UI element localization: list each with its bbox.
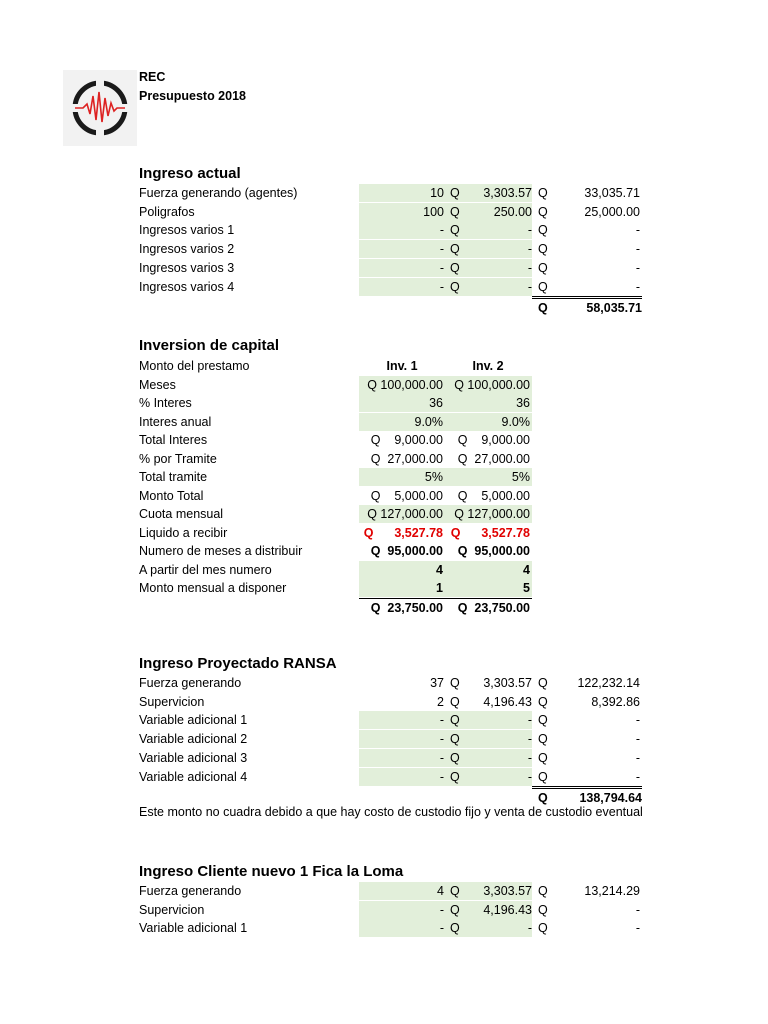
unit-price-cell: 4,196.43 [483,694,532,709]
unit-price-cell: - [464,730,532,748]
inv1-value: Q 3,527.78 [363,525,443,540]
quantity-cell: - [359,768,444,786]
unit-price-cell: - [464,221,532,239]
currency-cell: Q [538,186,548,200]
section-title-ingreso-actual: Ingreso actual [139,165,241,182]
table-row [0,221,768,239]
currency-cell: Q [538,694,548,709]
inv2-value: Q 95,000.00 [457,544,530,558]
row-label: Variable adicional 4 [139,769,248,784]
unit-price-cell: - [464,768,532,786]
table-row [0,431,768,449]
quantity-cell: - [359,221,444,239]
table-row [0,376,768,394]
total-cell: - [635,732,640,747]
currency-cell: Q [444,278,464,296]
row-label: Variable adicional 1 [139,713,248,728]
row-label: Fuerza generando (agentes) [139,186,298,200]
table-row [0,730,768,748]
table-row [0,203,768,221]
unit-price-cell: - [464,711,532,729]
table-row [0,240,768,258]
column-header-inv1: Inv. 1 [386,359,418,373]
inv1-value: Q 100,000.00 [359,376,445,394]
column-header-inv2: Inv. 2 [472,359,504,373]
table-row [0,468,768,486]
company-logo [63,70,137,146]
unit-price-cell: 250.00 [464,203,532,221]
unit-price-cell: 3,303.57 [464,882,532,900]
currency-cell: Q [444,711,464,729]
inv1-value: Q 23,750.00 [359,598,445,616]
total-cell: - [635,223,640,238]
inv1-value: Q 5,000.00 [370,488,443,503]
total-cell: - [635,902,640,917]
quantity-cell: 4 [359,882,444,900]
inv2-value: 5% [445,468,532,486]
table-row [0,693,768,711]
section-title-ransa: Ingreso Proyectado RANSA [139,655,337,672]
table-row [0,357,768,375]
quantity-cell: - [359,919,444,937]
quantity-cell: - [359,278,444,296]
page-title: Presupuesto 2018 [139,89,246,103]
currency-cell: Q [444,730,464,748]
total-cell: 13,214.29 [584,884,640,898]
inv2-value: Q 127,000.00 [445,505,532,523]
currency-cell: Q [444,749,464,767]
ransa-note: Este monto no cuadra debido a que hay costo de custodio fijo y venta de custodio eventual [139,805,643,819]
row-label: Total tramite [139,470,208,484]
inv1-value: 36 [359,394,445,412]
row-label: Liquido a recibir [139,525,228,540]
unit-price-cell: - [464,259,532,277]
currency-cell: Q [444,882,464,900]
row-label: Cuota mensual [139,507,224,521]
table-row [0,450,768,468]
row-label: A partir del mes numero [139,562,272,577]
row-label: Poligrafos [139,204,195,219]
currency-cell: Q [450,694,460,709]
unit-price-cell: - [464,919,532,937]
currency-cell: Q [538,769,548,784]
currency-cell: Q [450,676,460,690]
currency-cell: Q [538,204,548,219]
currency-cell: Q [444,221,464,239]
row-label: Ingresos varios 2 [139,242,235,257]
grand-total-value: 58,035.71 [552,296,642,317]
quantity-cell: - [359,730,444,748]
inv2-value: Q 5,000.00 [457,488,530,503]
total-cell: - [635,713,640,728]
row-label: Numero de meses a distribuir [139,544,303,558]
grand-total-currency: Q [532,786,552,804]
total-cell: 25,000.00 [584,204,640,219]
total-row [0,786,768,804]
table-row [0,749,768,767]
total-cell: - [635,242,640,257]
table-row [0,919,768,937]
inv2-value: Q 3,527.78 [450,525,530,540]
total-cell: 8,392.86 [591,694,640,709]
total-cell: - [635,921,640,935]
grand-total-currency: Q [532,296,552,314]
grand-total-value: 138,794.64 [552,786,642,807]
table-row [0,901,768,919]
quantity-cell: - [359,259,444,277]
row-label: Ingresos varios 3 [139,260,235,275]
section-title-cliente: Ingreso Cliente nuevo 1 Fica la Loma [139,863,404,880]
currency-cell: Q [538,884,548,898]
total-cell: - [635,279,640,294]
table-row [0,184,768,202]
total-cell: - [635,750,640,765]
inv1-value: Q 9,000.00 [370,433,443,447]
table-row [0,711,768,729]
table-row [0,674,768,692]
quantity-cell: 100 [359,203,444,221]
inv1-value: Q 127,000.00 [359,505,445,523]
quantity-cell: 2 [437,694,444,709]
row-label: Fuerza generando [139,676,242,690]
inv2-value: 36 [445,394,532,412]
inv1-value: Q 27,000.00 [370,451,443,466]
currency-cell: Q [538,921,548,935]
unit-price-cell: 3,303.57 [483,676,532,690]
row-label: Interes anual [139,414,212,429]
currency-cell: Q [538,732,548,747]
currency-cell: Q [444,259,464,277]
row-label: Variable adicional 2 [139,732,248,747]
currency-cell: Q [444,240,464,258]
currency-cell: Q [538,902,548,917]
total-cell: - [635,260,640,275]
currency-cell: Q [538,713,548,728]
currency-cell: Q [444,184,464,202]
row-label: Monto Total [139,488,204,503]
table-row [0,561,768,579]
table-row [0,598,768,616]
currency-cell: Q [538,223,548,238]
total-cell: 33,035.71 [584,186,640,200]
table-row [0,394,768,412]
inv2-value: Q 100,000.00 [445,376,532,394]
unit-price-cell: 3,303.57 [464,184,532,202]
table-row [0,487,768,505]
currency-cell: Q [444,919,464,937]
currency-cell: Q [444,901,464,919]
inv2-value: Q 23,750.00 [445,598,532,616]
row-label: Variable adicional 1 [139,921,248,935]
row-label: Monto del prestamo [139,359,250,373]
inv1-value: 4 [359,561,445,579]
unit-price-cell: - [464,278,532,296]
quantity-cell: - [359,749,444,767]
currency-cell: Q [538,676,548,690]
currency-cell: Q [444,768,464,786]
unit-price-cell: - [464,749,532,767]
row-label: Meses [139,377,176,392]
row-label: % Interes [139,396,192,410]
inv2-value: 9.0% [445,413,532,431]
inv1-value: Q 95,000.00 [370,544,443,558]
row-label: Supervicion [139,902,205,917]
table-row [0,768,768,786]
quantity-cell: 10 [359,184,444,202]
inv2-value: Q 27,000.00 [457,451,530,466]
row-label: Ingresos varios 4 [139,279,235,294]
row-label: Variable adicional 3 [139,750,248,765]
total-cell: - [635,769,640,784]
currency-cell: Q [538,750,548,765]
currency-cell: Q [538,242,548,257]
inv1-value: 5% [359,468,445,486]
table-row [0,259,768,277]
row-label: Monto mensual a disponer [139,581,287,595]
table-row [0,505,768,523]
currency-cell: Q [538,260,548,275]
table-row [0,542,768,560]
table-row [0,278,768,296]
quantity-cell: - [359,240,444,258]
inv2-value: Q 9,000.00 [457,433,530,447]
table-row [0,524,768,542]
inv2-value: 5 [445,579,532,597]
table-row [0,579,768,597]
currency-cell: Q [444,203,464,221]
total-row [0,296,768,314]
currency-cell: Q [538,279,548,294]
inv1-value: 1 [359,579,445,597]
row-label: Total Interes [139,433,208,447]
total-cell: 122,232.14 [577,676,640,690]
quantity-cell: - [359,711,444,729]
quantity-cell: 37 [430,676,444,690]
unit-price-cell: 4,196.43 [464,901,532,919]
section-title-inversion: Inversion de capital [139,337,280,354]
unit-price-cell: - [464,240,532,258]
row-label: % por Tramite [139,451,217,466]
org-name: REC [139,70,166,84]
table-row [0,882,768,900]
row-label: Fuerza generando [139,884,242,898]
row-label: Supervicion [139,694,205,709]
row-label: Ingresos varios 1 [139,223,235,238]
inv2-value: 4 [445,561,532,579]
table-row [0,413,768,431]
quantity-cell: - [359,901,444,919]
inv1-value: 9.0% [359,413,445,431]
